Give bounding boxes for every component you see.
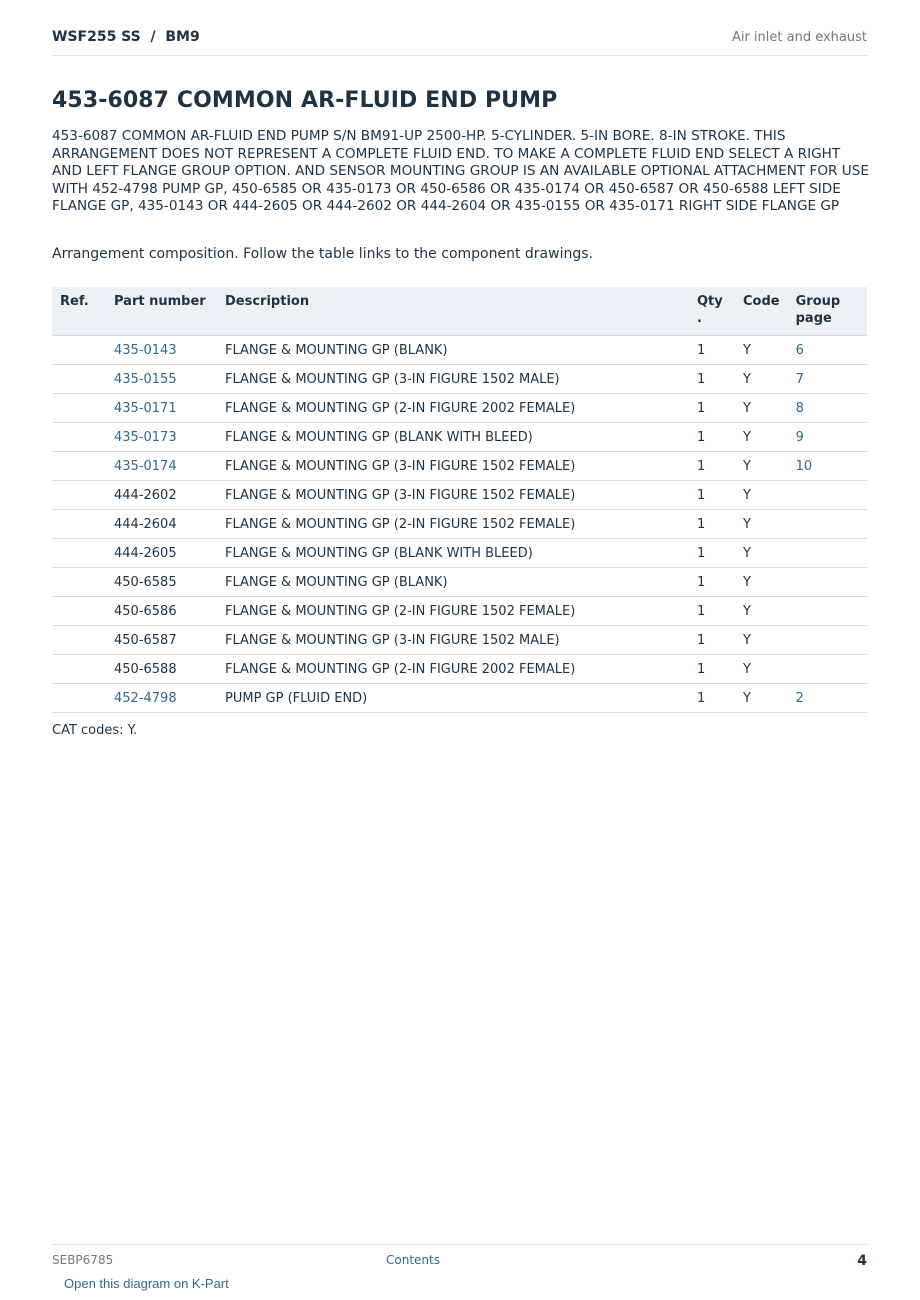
table-row	[52, 626, 867, 655]
table-row	[52, 452, 867, 481]
description-cell: FLANGE & MOUNTING GP (BLANK WITH BLEED)	[217, 423, 689, 452]
group-page-cell	[788, 568, 867, 597]
parts-table	[52, 287, 867, 713]
table-row	[52, 481, 867, 510]
header-ref: Ref.	[52, 287, 106, 336]
model-name: WSF255 SS	[52, 29, 141, 45]
intro-text: Arrangement composition. Follow the table links to the component drawings.	[52, 246, 593, 262]
description-cell: FLANGE & MOUNTING GP (2-IN FIGURE 2002 FEMALE)	[217, 394, 689, 423]
part-number-cell: 450-6587	[106, 626, 217, 655]
code-cell: Y	[735, 365, 788, 394]
description-cell: FLANGE & MOUNTING GP (2-IN FIGURE 1502 FEMALE)	[217, 510, 689, 539]
ref-cell	[52, 510, 106, 539]
description-cell: PUMP GP (FLUID END)	[217, 684, 689, 713]
header-qty: Qty .	[689, 287, 735, 336]
table-row	[52, 336, 867, 365]
description-cell: FLANGE & MOUNTING GP (3-IN FIGURE 1502 FEMALE)	[217, 452, 689, 481]
table-row	[52, 539, 867, 568]
group-page-cell[interactable]: 10	[788, 452, 867, 481]
part-number-cell[interactable]: 435-0143	[106, 336, 217, 365]
part-number-cell[interactable]: 435-0173	[106, 423, 217, 452]
qty-cell: 1	[689, 568, 735, 597]
group-page-cell	[788, 597, 867, 626]
document-id: SEBP6785	[52, 1253, 114, 1267]
header-code: Code	[735, 287, 788, 336]
model-breadcrumb	[52, 29, 200, 45]
part-number-cell: 450-6585	[106, 568, 217, 597]
ref-cell	[52, 452, 106, 481]
group-page-cell[interactable]: 9	[788, 423, 867, 452]
description-cell: FLANGE & MOUNTING GP (3-IN FIGURE 1502 FEMALE)	[217, 481, 689, 510]
description-cell: FLANGE & MOUNTING GP (2-IN FIGURE 1502 FEMALE)	[217, 597, 689, 626]
group-page-cell[interactable]: 7	[788, 365, 867, 394]
code-cell: Y	[735, 481, 788, 510]
code-cell: Y	[735, 539, 788, 568]
parts-table-body	[52, 336, 867, 713]
description-cell: FLANGE & MOUNTING GP (3-IN FIGURE 1502 MALE)	[217, 626, 689, 655]
table-row	[52, 684, 867, 713]
qty-cell: 1	[689, 481, 735, 510]
code-cell: Y	[735, 452, 788, 481]
group-page-cell	[788, 626, 867, 655]
arrangement-description: 453-6087 COMMON AR-FLUID END PUMP S/N BM91-UP 2500-HP. 5-CYLINDER. 5-IN BORE. 8-IN STROKE. THIS ARRANGEMENT DOES NOT REPRESENT A COMPLETE FLUID END. TO MAKE A COMPLETE FLUID END SELECT A RIGHT AND LEFT FLANGE GROUP OPTION. AND SENSOR MOUNTING GROUP IS AN AVAILABLE OPTIONAL ATTACHMENT FOR USE WITH 452-4798 PUMP GP, 450-6585 OR 435-0173 OR 450-6586 OR 435-0174 OR 450-6587 OR 450-6588 LEFT SIDE FLANGE GP, 435-0143 OR 444-2605 OR 444-2602 OR 444-2604 OR 435-0155 OR 435-0171 RIGHT SIDE FLANGE GP	[52, 128, 869, 215]
qty-cell: 1	[689, 684, 735, 713]
header-group-page: Group page	[788, 287, 867, 336]
header-part-number: Part number	[106, 287, 217, 336]
qty-cell: 1	[689, 336, 735, 365]
qty-cell: 1	[689, 510, 735, 539]
qty-cell: 1	[689, 452, 735, 481]
group-page-cell	[788, 655, 867, 684]
part-number-cell: 450-6588	[106, 655, 217, 684]
page-footer	[52, 1244, 867, 1275]
part-number-cell[interactable]: 435-0174	[106, 452, 217, 481]
ref-cell	[52, 626, 106, 655]
ref-cell	[52, 394, 106, 423]
ref-cell	[52, 539, 106, 568]
qty-cell: 1	[689, 423, 735, 452]
code-cell: Y	[735, 423, 788, 452]
description-cell: FLANGE & MOUNTING GP (BLANK)	[217, 568, 689, 597]
ref-cell	[52, 336, 106, 365]
description-cell: FLANGE & MOUNTING GP (BLANK)	[217, 336, 689, 365]
table-row	[52, 510, 867, 539]
group-page-cell[interactable]: 8	[788, 394, 867, 423]
section-name: Air inlet and exhaust	[731, 30, 867, 45]
code-cell: Y	[735, 394, 788, 423]
ref-cell	[52, 655, 106, 684]
header-description: Description	[217, 287, 689, 336]
ref-cell	[52, 568, 106, 597]
group-page-cell	[788, 510, 867, 539]
part-number-cell[interactable]: 452-4798	[106, 684, 217, 713]
table-row	[52, 365, 867, 394]
ref-cell	[52, 423, 106, 452]
part-number-cell[interactable]: 435-0155	[106, 365, 217, 394]
code-cell: Y	[735, 684, 788, 713]
group-page-cell	[788, 539, 867, 568]
header-row	[52, 287, 867, 336]
page-header	[52, 28, 867, 56]
parts-table-header	[52, 287, 867, 336]
code-cell: Y	[735, 336, 788, 365]
contents-link[interactable]: Contents	[386, 1253, 440, 1267]
table-row	[52, 655, 867, 684]
code-cell: Y	[735, 655, 788, 684]
ref-cell	[52, 597, 106, 626]
qty-cell: 1	[689, 539, 735, 568]
qty-cell: 1	[689, 626, 735, 655]
qty-cell: 1	[689, 597, 735, 626]
cat-codes-note: CAT codes: Y.	[52, 723, 138, 738]
part-number-cell[interactable]: 435-0171	[106, 394, 217, 423]
description-cell: FLANGE & MOUNTING GP (2-IN FIGURE 2002 FEMALE)	[217, 655, 689, 684]
open-kpart-link[interactable]: Open this diagram on K-Part	[64, 1276, 229, 1291]
qty-cell: 1	[689, 394, 735, 423]
description-cell: FLANGE & MOUNTING GP (3-IN FIGURE 1502 MALE)	[217, 365, 689, 394]
group-page-cell[interactable]: 2	[788, 684, 867, 713]
group-page-cell[interactable]: 6	[788, 336, 867, 365]
description-cell: FLANGE & MOUNTING GP (BLANK WITH BLEED)	[217, 539, 689, 568]
part-number-cell: 450-6586	[106, 597, 217, 626]
part-number-cell: 444-2605	[106, 539, 217, 568]
page-number: 4	[857, 1253, 867, 1269]
part-number-cell: 444-2604	[106, 510, 217, 539]
table-row	[52, 568, 867, 597]
code-cell: Y	[735, 626, 788, 655]
table-row	[52, 597, 867, 626]
qty-cell: 1	[689, 365, 735, 394]
table-row	[52, 423, 867, 452]
code-cell: Y	[735, 597, 788, 626]
table-row	[52, 394, 867, 423]
ref-cell	[52, 481, 106, 510]
qty-cell: 1	[689, 655, 735, 684]
code-cell: Y	[735, 568, 788, 597]
ref-cell	[52, 684, 106, 713]
group-page-cell	[788, 481, 867, 510]
page-title: 453-6087 COMMON AR-FLUID END PUMP	[52, 88, 558, 113]
part-number-cell: 444-2602	[106, 481, 217, 510]
breadcrumb-separator: /	[150, 29, 156, 45]
code-cell: Y	[735, 510, 788, 539]
ref-cell	[52, 365, 106, 394]
serial-prefix: BM9	[165, 29, 200, 45]
